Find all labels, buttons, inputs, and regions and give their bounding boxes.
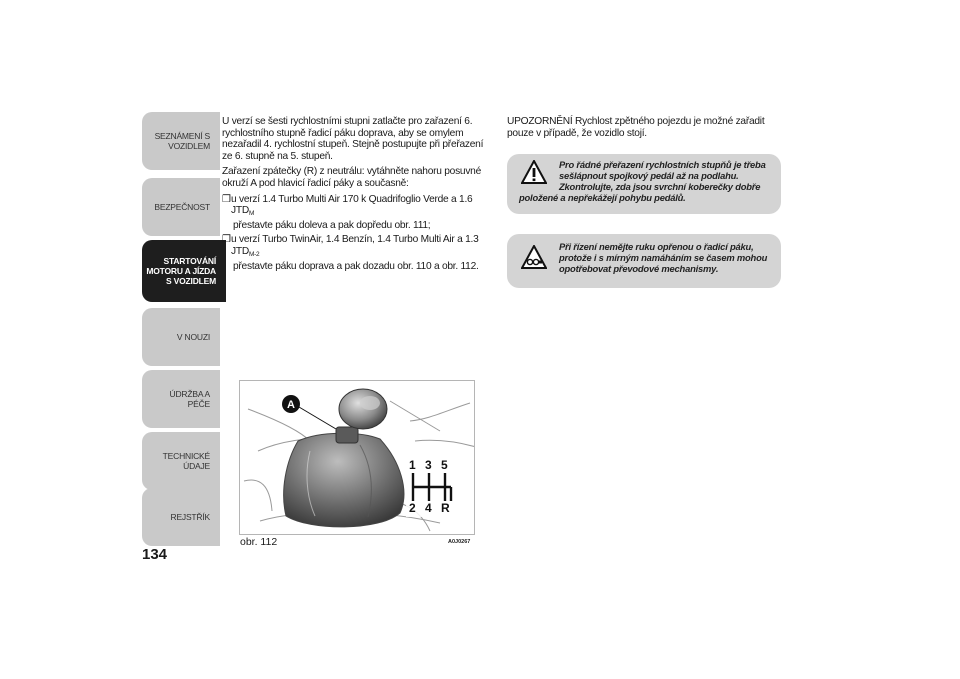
page-number: 134: [142, 546, 168, 563]
tab-bezpecnost[interactable]: [142, 178, 220, 236]
bullet-text: u verzí 1.4 Turbo Multi Air 170 k Quadrifoglio Verde a 1.6 JTD: [231, 193, 473, 217]
tab-label: ÚDRŽBA A PÉČE: [169, 389, 210, 409]
notice-text: UPOZORNĚNÍ Rychlost zpětného pojezdu je možné zařadit pouze v případě, že vozidlo stojí.: [507, 116, 765, 139]
paragraph-reverse: Zařazení zpátečky (R) z neutrálu: vytáhněte nahoru posuvné okruží A pod hlavicí řadicí páky a současně:: [222, 166, 482, 189]
checkbox-bullet-icon: ❒: [222, 234, 231, 246]
gear-numbers-bottom: 2 4 R: [409, 501, 453, 515]
bullet-text: přestavte páku doprava a pak dozadu obr. 110 a obr. 112.: [233, 260, 479, 272]
tab-udrzba[interactable]: [142, 370, 220, 428]
warning-triangle-icon: [521, 160, 547, 184]
bullet-subscript: M: [248, 210, 255, 218]
warning-box-clutch: [507, 154, 781, 214]
bullet-text: u verzí Turbo TwinAir, 1.4 Benzín, 1.4 Turbo Multi Air a 1.3 JTD: [231, 234, 479, 257]
gear-numbers-top: 1 3 5: [409, 458, 451, 472]
warning-text-tail: položené a nepřekážejí pohybu pedálů.: [519, 192, 686, 203]
gear-lever-figure: [239, 380, 475, 535]
tab-rejstrik[interactable]: [142, 488, 220, 546]
list-item: [222, 234, 490, 272]
figure-code: A0J0267: [448, 539, 471, 545]
shift-pattern: [406, 453, 458, 517]
checkbox-bullet-icon: ❒: [222, 193, 231, 205]
tab-startovani[interactable]: [142, 240, 226, 302]
tab-label: V NOUZI: [176, 332, 210, 342]
tab-technicke-udaje[interactable]: [142, 432, 220, 490]
bullet-text: přestavte páku doleva a pak dopředu obr. 111;: [233, 219, 431, 231]
tab-seznameni[interactable]: [142, 112, 220, 170]
tab-label: STARTOVÁNÍ MOTORU A JÍZDA S VOZIDLEM: [146, 256, 216, 286]
gear-lever-illustration: [240, 381, 475, 535]
callout-label-a: A: [287, 399, 295, 411]
left-column: [222, 116, 490, 275]
warning-box-hand: [507, 234, 781, 288]
warning-text: Pro řádné přeřazení rychlostních stupňů je třeba sešlápnout spojkový pedál až na podlahu. Zkontrolujte, zda jsou svrchní koberečky dobře: [559, 159, 766, 192]
bullet-subscript: M-2: [248, 250, 260, 258]
tab-v-nouzi[interactable]: [142, 308, 220, 366]
mechanical-damage-icon: [521, 245, 547, 269]
tab-label: SEZNÁMENÍ S VOZIDLEM: [154, 131, 210, 151]
tab-label: BEZPEČNOST: [154, 202, 210, 212]
warning-text: Při řízení nemějte ruku opřenou o řadicí páku, protože i s mírným namáháním se časem mohou opotřebovat převodové mechanismy.: [559, 241, 768, 274]
list-item: [222, 194, 490, 232]
tab-label: REJSTŘÍK: [170, 512, 210, 522]
tab-label: TECHNICKÉ ÚDAJE: [162, 451, 210, 471]
paragraph-six-speed: U verzí se šesti rychlostními stupni zatlačte pro zařazení 6. rychlostního stupně řadicí páku doprava, aby se omylem nezařadil 4. rychlostní stupeň. Stejně postupujte při přeřazení ze 6. stupně na 5. stupeň.: [222, 116, 484, 162]
figure-caption: obr. 112: [240, 536, 278, 548]
right-column: [507, 116, 777, 139]
